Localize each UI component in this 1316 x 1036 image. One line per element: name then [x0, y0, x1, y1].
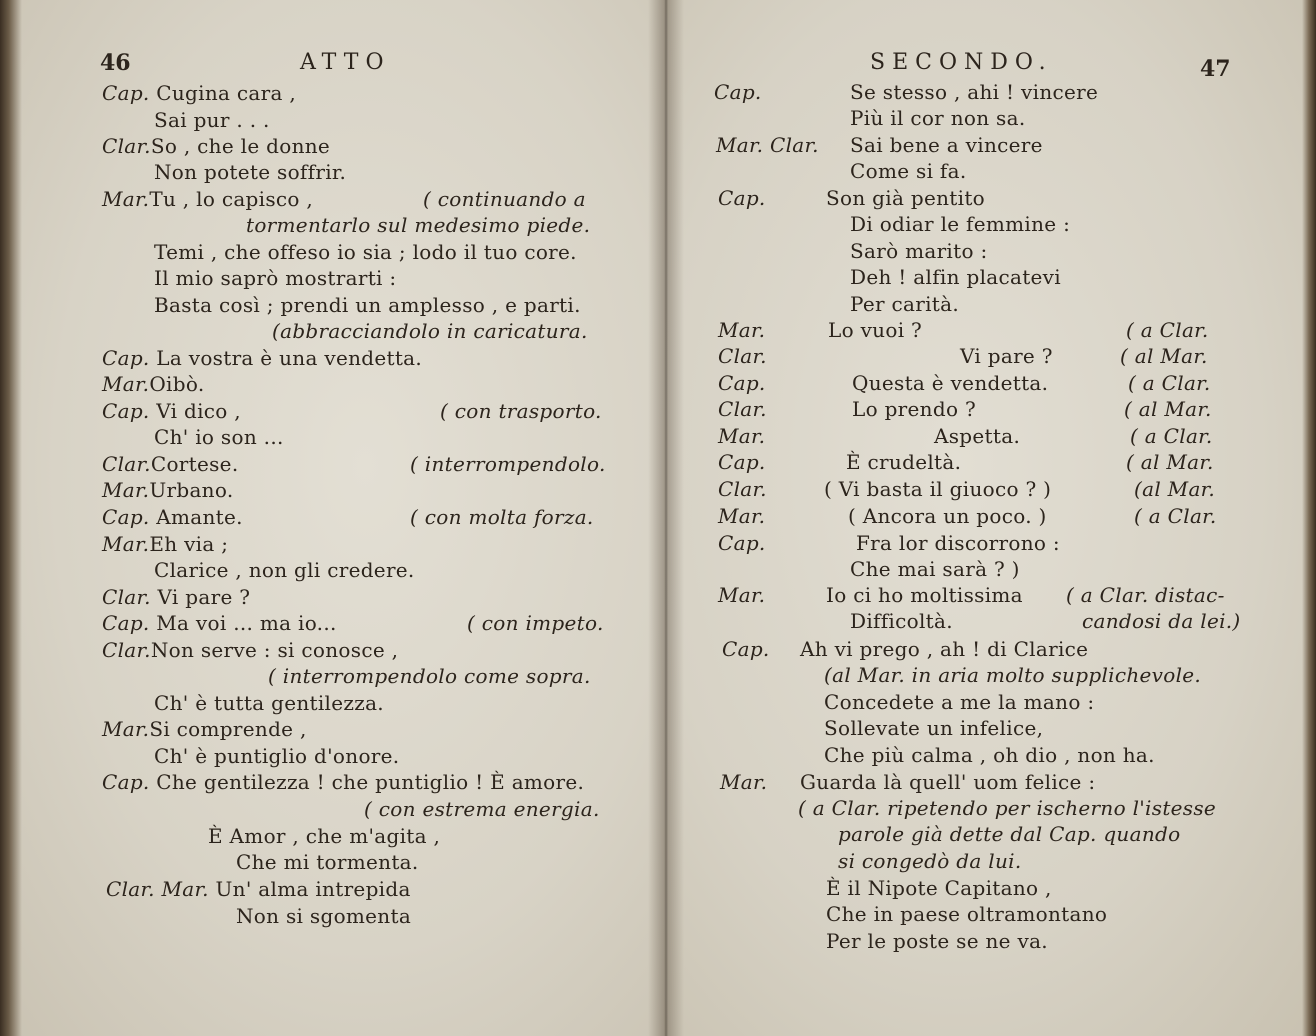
left-page-edge: [0, 0, 22, 1036]
verse-line: Che più calma , oh dio , non ha.: [824, 743, 1155, 767]
stage-direction: ( con trasporto.: [440, 399, 602, 423]
dialogue-line: [102, 638, 398, 662]
dialogue-line: [102, 505, 243, 529]
page-number-left: 46: [100, 50, 131, 76]
stage-direction: ( con molta forza.: [410, 505, 594, 529]
stage-direction: ( a Clar.: [1134, 504, 1217, 528]
stage-direction: ( interrompendolo come sopra.: [268, 664, 591, 688]
dialogue-line: [102, 478, 234, 502]
stage-direction: ( con impeto.: [467, 611, 604, 635]
verse-text: Un' alma intrepida: [215, 877, 411, 901]
verse-text: Vi pare ?: [157, 585, 251, 609]
verse-line: Clarice , non gli credere.: [154, 558, 415, 582]
running-header-right: SECONDO.: [870, 50, 1053, 75]
verse-line: Come si fa.: [850, 159, 967, 183]
dialogue-line: [102, 399, 241, 423]
right-page-edge: [1302, 0, 1316, 1036]
speaker-label: Cap.: [102, 770, 150, 794]
verse-line: È il Nipote Capitano ,: [826, 876, 1052, 900]
verse-text: La vostra è una vendetta.: [156, 346, 423, 370]
speaker-label: Clar.: [102, 585, 151, 609]
running-header-left: ATTO: [300, 50, 391, 75]
stage-direction: (al Mar.: [1134, 477, 1216, 501]
verse-text: Oibò.: [149, 372, 205, 396]
dialogue-line: [102, 770, 584, 794]
verse-line: Per le poste se ne va.: [826, 929, 1048, 953]
stage-direction: ( a Clar.: [1130, 424, 1213, 448]
dialogue-line: [102, 452, 238, 476]
stage-direction: ( a Clar. ripetendo per ischerno l'istesse: [798, 796, 1217, 820]
verse-line: Sarò marito :: [850, 239, 988, 263]
verse-line: Basta così ; prendi un amplesso , e parti.: [154, 293, 581, 317]
speaker-label: Mar.: [102, 478, 150, 502]
verse-line: Non si sgomenta: [236, 904, 412, 928]
verse-line: Fra lor discorrono :: [856, 531, 1060, 555]
stage-direction: tormentarlo sul medesimo piede.: [246, 213, 591, 237]
verse-line: Ch' è puntiglio d'onore.: [154, 744, 400, 768]
speaker-label: Cap.: [718, 371, 766, 395]
verse-text: Vi dico ,: [156, 399, 241, 423]
dialogue-line: [102, 134, 330, 158]
stage-direction: ( continuando a: [423, 187, 586, 211]
verse-line: Temi , che offeso io sia ; lodo il tuo core.: [154, 240, 577, 264]
verse-line: Guarda là quell' uom felice :: [800, 770, 1096, 794]
speaker-label: Mar.: [718, 504, 766, 528]
verse-line: È crudeltà.: [846, 450, 962, 474]
speaker-label: Mar.: [102, 187, 150, 211]
stage-direction: ( interrompendolo.: [410, 452, 606, 476]
stage-direction: ( a Clar.: [1126, 318, 1209, 342]
dialogue-line: [102, 611, 337, 635]
verse-line: ( Ancora un poco. ): [848, 504, 1047, 528]
verse-line: Sai bene a vincere: [850, 133, 1043, 157]
verse-line: Deh ! alfin placatevi: [850, 265, 1061, 289]
verse-line: Ch' io son ...: [154, 425, 284, 449]
dialogue-line: [106, 877, 411, 901]
dialogue-line: [102, 585, 250, 609]
speaker-label: Clar.: [718, 397, 767, 421]
stage-direction: si congedò da lui.: [838, 849, 1022, 873]
verse-line: Concedete a me la mano :: [824, 690, 1095, 714]
stage-direction: ( con estrema energia.: [364, 797, 600, 821]
speaker-label: Clar.: [102, 134, 151, 158]
verse-line: Io ci ho moltissima: [826, 583, 1023, 607]
speaker-label: Cap.: [102, 346, 150, 370]
speaker-label: Mar.: [102, 372, 150, 396]
stage-direction: ( a Clar. distac-: [1066, 583, 1225, 607]
verse-text: Urbano.: [149, 478, 234, 502]
verse-line: Ch' è tutta gentilezza.: [154, 691, 384, 715]
verse-line: Ah vi prego , ah ! di Clarice: [800, 637, 1089, 661]
verse-line: Vi pare ?: [960, 344, 1053, 368]
speaker-label: Cap.: [102, 505, 150, 529]
speaker-label: Mar.: [718, 318, 766, 342]
speaker-label: Mar.: [720, 770, 768, 794]
speaker-label: Clar.: [718, 477, 767, 501]
verse-line: Lo prendo ?: [852, 397, 976, 421]
dialogue-line: [102, 532, 228, 556]
dialogue-line: [102, 187, 313, 211]
verse-text: Cugina cara ,: [156, 81, 297, 105]
speaker-label: Cap.: [718, 531, 766, 555]
speaker-label: Clar.: [102, 638, 151, 662]
verse-text: Amante.: [156, 505, 243, 529]
verse-text: Cortese.: [150, 452, 239, 476]
speaker-label: Mar.: [102, 717, 150, 741]
verse-text: Si comprende ,: [149, 717, 307, 741]
verse-text: So , che le donne: [150, 134, 331, 158]
speaker-label: Mar. Clar.: [716, 133, 819, 157]
speaker-label: Cap.: [718, 186, 766, 210]
dialogue-line: [102, 717, 307, 741]
verse-text: Tu , lo capisco ,: [149, 187, 314, 211]
stage-direction: ( al Mar.: [1124, 397, 1212, 421]
right-page: [664, 0, 1316, 1036]
stage-direction: (al Mar. in aria molto supplichevole.: [824, 663, 1202, 687]
verse-text: Eh via ;: [149, 532, 229, 556]
verse-text: Ma voi ... ma io...: [156, 611, 337, 635]
verse-line: Più il cor non sa.: [850, 106, 1026, 130]
speaker-label: Mar.: [718, 424, 766, 448]
speaker-label: Clar.: [718, 344, 767, 368]
verse-line: Sai pur . . .: [154, 108, 270, 132]
verse-line: Difficoltà.: [850, 609, 953, 633]
verse-line: Se stesso , ahi ! vincere: [850, 80, 1099, 104]
speaker-label: Mar.: [102, 532, 150, 556]
dialogue-line: [102, 372, 204, 396]
page-number-right: 47: [1200, 56, 1231, 82]
verse-line: Lo vuoi ?: [828, 318, 923, 342]
speaker-label: Cap.: [102, 81, 150, 105]
verse-line: Questa è vendetta.: [852, 371, 1049, 395]
verse-line: Che mi tormenta.: [236, 850, 419, 874]
verse-line: Che mai sarà ? ): [850, 557, 1020, 581]
verse-line: Per carità.: [850, 292, 960, 316]
stage-direction: ( al Mar.: [1126, 450, 1214, 474]
verse-text: Non serve : si conosce ,: [150, 638, 399, 662]
speaker-label: Clar. Mar.: [106, 877, 209, 901]
verse-line: È Amor , che m'agita ,: [208, 824, 441, 848]
dialogue-line: [102, 346, 422, 370]
speaker-label: Clar.: [102, 452, 151, 476]
speaker-label: Cap.: [718, 450, 766, 474]
verse-line: Di odiar le femmine :: [850, 212, 1071, 236]
verse-line: Son già pentito: [826, 186, 985, 210]
verse-line: Che in paese oltramontano: [826, 902, 1108, 926]
stage-direction: ( a Clar.: [1128, 371, 1211, 395]
stage-direction: ( al Mar.: [1120, 344, 1208, 368]
verse-text: Che gentilezza ! che puntiglio ! È amore.: [156, 770, 585, 794]
speaker-label: Cap.: [714, 80, 762, 104]
verse-line: ( Vi basta il giuoco ? ): [824, 477, 1052, 501]
speaker-label: Cap.: [102, 399, 150, 423]
stage-direction: parole già dette dal Cap. quando: [838, 822, 1181, 846]
verse-line: Il mio saprò mostrarti :: [154, 266, 397, 290]
verse-line: Sollevate un infelice,: [824, 716, 1044, 740]
stage-direction: candosi da lei.): [1082, 609, 1241, 633]
speaker-label: Cap.: [722, 637, 770, 661]
verse-line: Aspetta.: [934, 424, 1021, 448]
dialogue-line: [102, 81, 296, 105]
verse-line: Non potete soffrir.: [154, 160, 347, 184]
speaker-label: Cap.: [102, 611, 150, 635]
speaker-label: Mar.: [718, 583, 766, 607]
stage-direction: (abbracciandolo in caricatura.: [272, 319, 588, 343]
